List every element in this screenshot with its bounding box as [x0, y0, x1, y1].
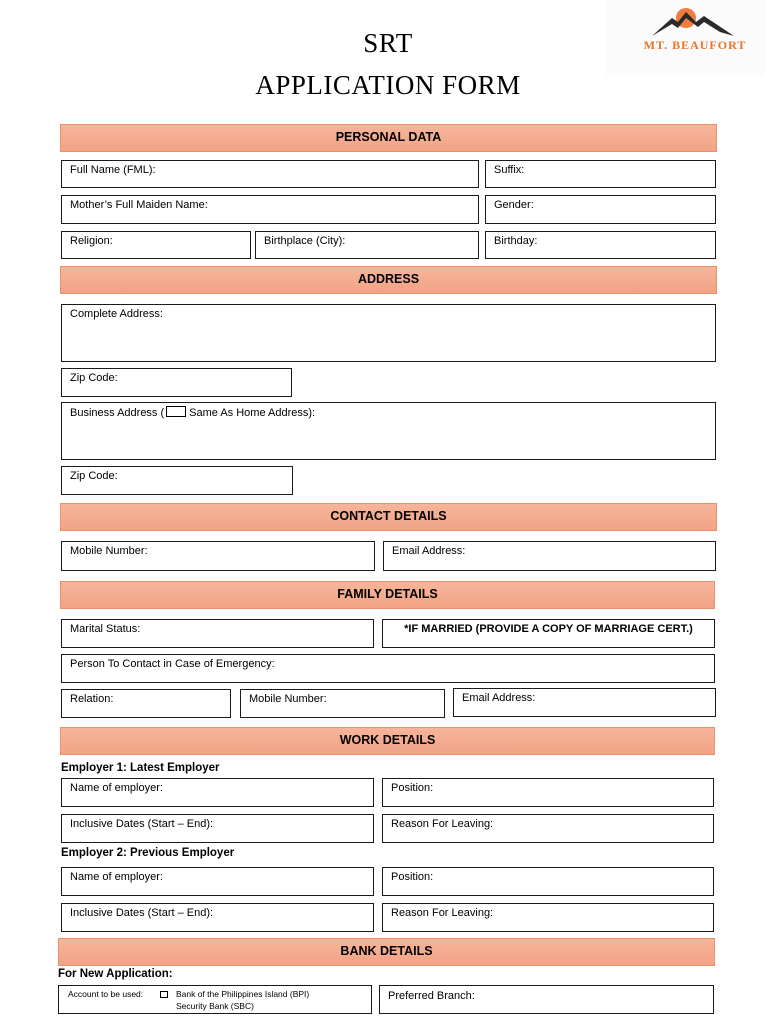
suffix-label: Suffix: — [494, 164, 525, 176]
marital-status-field[interactable] — [61, 619, 374, 648]
employer2-reason-field[interactable] — [382, 903, 714, 932]
full-name-field[interactable] — [61, 160, 479, 188]
account-label: Account to be used: — [68, 989, 144, 999]
employer2-reason-label: Reason For Leaving: — [391, 907, 494, 919]
business-address-prefix: Business Address ( — [70, 407, 165, 419]
bpi-checkbox[interactable] — [160, 991, 168, 998]
family-details-header: FAMILY DETAILS — [60, 581, 715, 609]
religion-field[interactable] — [61, 231, 251, 259]
emergency-email-label: Email Address: — [462, 692, 536, 704]
zip-code-field[interactable] — [61, 368, 292, 397]
emergency-mobile-label: Mobile Number: — [249, 693, 327, 705]
employer2-name-label: Name of employer: — [70, 871, 163, 883]
birthplace-field[interactable] — [255, 231, 479, 259]
employer1-heading: Employer 1: Latest Employer — [61, 762, 220, 774]
account-to-be-used-field[interactable] — [58, 985, 372, 1014]
maiden-name-field[interactable] — [61, 195, 479, 224]
employer2-heading: Employer 2: Previous Employer — [61, 847, 235, 859]
employer1-reason-field[interactable] — [382, 814, 714, 843]
mobile-number-field[interactable] — [61, 541, 375, 571]
employer1-position-field[interactable] — [382, 778, 714, 807]
address-header: ADDRESS — [60, 266, 717, 294]
emergency-contact-label: Person To Contact in Case of Emergency: — [70, 658, 275, 670]
full-name-label: Full Name (FML): — [70, 164, 156, 176]
maiden-name-label: Mother’s Full Maiden Name: — [70, 199, 208, 211]
logo-text: MT. BEAUFORT — [643, 38, 747, 52]
birthplace-label: Birthplace (City): — [264, 235, 346, 247]
relation-field[interactable] — [61, 689, 231, 718]
email-address-label: Email Address: — [392, 545, 466, 557]
business-zip-code-field[interactable] — [61, 466, 293, 495]
business-zip-code-label: Zip Code: — [70, 470, 118, 482]
personal-data-header: PERSONAL DATA — [60, 124, 717, 152]
employer2-dates-label: Inclusive Dates (Start – End): — [70, 907, 214, 919]
employer1-name-label: Name of employer: — [70, 782, 163, 794]
zip-code-label: Zip Code: — [70, 372, 118, 384]
birthday-label: Birthday: — [494, 235, 538, 247]
married-note: *IF MARRIED (PROVIDE A COPY OF MARRIAGE CERT.) — [382, 619, 715, 648]
birthday-field[interactable] — [485, 231, 716, 259]
employer2-name-field[interactable] — [61, 867, 374, 896]
sbc-option-label: Security Bank (SBC) — [176, 1001, 254, 1011]
business-address-suffix: Same As Home Address): — [189, 407, 316, 419]
employer1-dates-field[interactable] — [61, 814, 374, 843]
business-address-field[interactable] — [61, 402, 716, 460]
bpi-option-label: Bank of the Philippines Island (BPI) — [176, 989, 310, 999]
suffix-field[interactable] — [485, 160, 716, 188]
mobile-number-label: Mobile Number: — [70, 545, 148, 557]
new-application-heading: For New Application: — [58, 968, 173, 980]
bank-details-header: BANK DETAILS — [58, 938, 715, 966]
same-as-home-checkbox[interactable] — [166, 406, 186, 417]
business-address-label — [70, 406, 315, 419]
mountain-icon — [606, 0, 766, 40]
form-title-line2: APPLICATION FORM — [255, 70, 521, 100]
gender-field[interactable] — [485, 195, 716, 224]
emergency-mobile-field[interactable] — [240, 689, 445, 718]
gender-label: Gender: — [494, 199, 534, 211]
employer2-position-field[interactable] — [382, 867, 714, 896]
employer2-position-label: Position: — [391, 871, 434, 883]
employer1-reason-label: Reason For Leaving: — [391, 818, 494, 830]
religion-label: Religion: — [70, 235, 113, 247]
preferred-branch-label: Preferred Branch: — [388, 990, 475, 1002]
complete-address-field[interactable] — [61, 304, 716, 362]
employer1-dates-label: Inclusive Dates (Start – End): — [70, 818, 214, 830]
emergency-email-field[interactable] — [453, 688, 716, 717]
contact-details-header: CONTACT DETAILS — [60, 503, 717, 531]
preferred-branch-field[interactable] — [379, 985, 714, 1014]
relation-label: Relation: — [70, 693, 114, 705]
work-details-header: WORK DETAILS — [60, 727, 715, 755]
employer2-dates-field[interactable] — [61, 903, 374, 932]
employer1-name-field[interactable] — [61, 778, 374, 807]
form-title-line1: SRT — [363, 28, 413, 58]
marital-status-label: Marital Status: — [70, 623, 141, 635]
email-address-field[interactable] — [383, 541, 716, 571]
emergency-contact-field[interactable] — [61, 654, 715, 683]
complete-address-label: Complete Address: — [70, 308, 163, 320]
employer1-position-label: Position: — [391, 782, 434, 794]
